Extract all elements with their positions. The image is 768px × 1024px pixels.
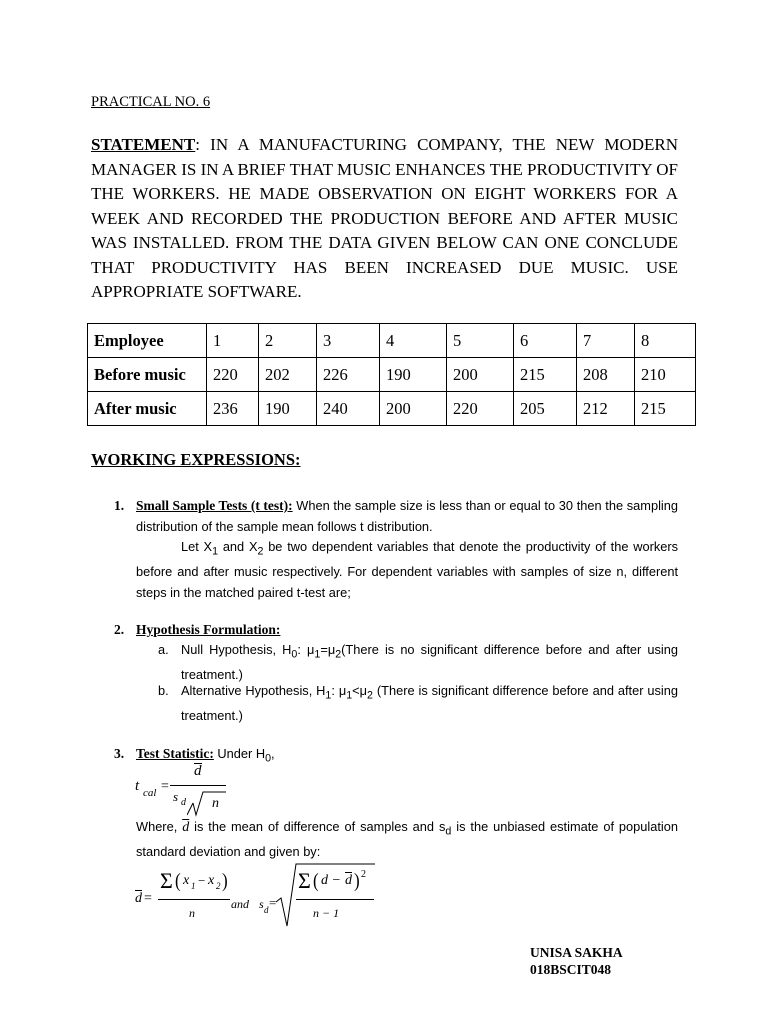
math-paren: ( [175,869,181,892]
statement-text: : IN A MANUFACTURING COMPANY, THE NEW MODERN MANAGER IS IN A BRIEF THAT MUSIC ENHANCES THE PRODUCTIVITY OF THE WORKERS. HE MADE OBSERVATION ON EIGHT WORKERS FOR A WEEK AND RECORDED THE PRODUCTION BEFORE AND AFTER MUSIC WAS INSTALLED. FROM THE DATA GIVEN BELOW CAN ONE CONCLUDE THAT PRODUCTIVITY HAS BEEN INCREASED DUE MUSIC. USE APPROPRIATE SOFTWARE. [91,135,678,301]
math-sub: 1 [191,881,196,891]
math-sigma: Σ [160,868,173,893]
item-hypothesis-formulation [114,620,679,724]
subscript: 2 [367,689,373,702]
math-sub: 2 [216,881,221,891]
table-cell: 190 [259,392,317,426]
math-t: t [135,778,140,794]
table-cell: 240 [317,392,380,426]
table-row-label: Before music [88,358,207,392]
null-hypothesis [158,640,679,686]
hyp-text: (There is no significant difference before and after using treatment.) [181,642,679,683]
dbar-sd-formula [135,862,385,932]
math-minus: − [198,873,206,888]
author-name: UNISA SAKHA [530,945,623,960]
item3-text: , [271,746,275,761]
hyp-text: <μ [352,683,368,698]
math-dbar: $\overline{d}$ [345,873,352,888]
math-and: and [231,897,249,911]
where-text: is the unbiased estimate of population standard deviation and given by: [136,819,678,860]
table-cell: 210 [635,358,696,392]
table-cell: 215 [514,358,577,392]
fraction-bar [170,785,226,786]
math-dbar: d [194,763,202,779]
math-d-minus: d − [321,873,341,888]
subscript: 1 [314,648,321,661]
math-n: n [189,906,195,920]
table-row [88,324,696,358]
math-eq: = [269,895,277,910]
math-sub: d [181,797,186,808]
data-table [87,323,696,426]
table-row [88,358,696,392]
table-cell: 7 [577,324,635,358]
subscript: 2 [257,545,264,558]
item1-para1 [136,496,678,537]
hyp-text: : μ [297,642,315,657]
item-number: 3. [114,746,125,761]
item1-text: be two dependent variables that denote the productivity of the workers before and after music respectively. For dependent variables with samples of size n, different steps in the matched paired t-test are; [136,539,679,600]
table-cell: 3 [317,324,380,358]
subscript: 0 [291,648,298,661]
sub-letter: b. [158,683,169,698]
table-row-label: After music [88,392,207,426]
subscript: 1 [346,689,353,702]
alternative-hypothesis [158,681,679,727]
math-s: s [173,789,179,804]
item1-title: Small Sample Tests (t test): [136,498,293,513]
statement-label: STATEMENT [91,135,196,154]
subscript: 1 [325,689,332,702]
table-cell: 236 [207,392,259,426]
item2-title: Hypothesis Formulation: [136,622,281,637]
table-cell: 220 [447,392,514,426]
table-row-label: Employee [88,324,207,358]
item-number: 2. [114,622,125,637]
math-sub: d [264,905,269,915]
math-s: s [259,897,264,911]
hyp-text: (There is significant difference before and after using treatment.) [181,683,679,724]
sub-letter: a. [158,642,169,657]
table-cell: 5 [447,324,514,358]
fraction-bar [296,899,374,900]
math-paren: ) [354,869,360,892]
math-n: n [212,796,219,811]
item1-text: and X [218,539,258,554]
sqrt-sign-icon [187,789,227,817]
table-cell: 220 [207,358,259,392]
item1-text1: When the sample size is less than or equal to 30 then the sampling distribution of the sample mean follows t distribution. [136,498,678,534]
item3-text: Under H [213,746,266,761]
item1-para2 [136,537,678,603]
table-cell: 200 [447,358,514,392]
math-dbar: $\overline{d}$ [135,891,142,906]
hyp-text: : μ [331,683,347,698]
table-cell: 2 [259,324,317,358]
math-sigma: Σ [298,868,311,893]
table-cell: 4 [380,324,447,358]
table-cell: 208 [577,358,635,392]
item3-title: Test Statistic: [136,746,214,761]
math-x: x [208,873,215,888]
author-id: 018BSCIT048 [530,962,612,977]
fraction-bar [158,899,230,900]
where-text: Where, [136,819,183,834]
practical-title: PRACTICAL NO. 6 [91,94,211,110]
item1-text: Let X [181,539,213,554]
tcal-formula [135,762,245,820]
table-cell: 212 [577,392,635,426]
signature-block [530,944,623,978]
where-paragraph [136,817,678,863]
math-paren: ) [222,869,228,892]
table-cell: 205 [514,392,577,426]
working-expressions-heading: WORKING EXPRESSIONS: [91,450,301,469]
math-paren: ( [313,869,319,892]
hyp-text: =μ [320,642,336,657]
table-cell: 1 [207,324,259,358]
where-text: is the mean of difference of samples and s [189,819,446,834]
table-row [88,392,696,426]
table-cell: 190 [380,358,447,392]
table-cell: 215 [635,392,696,426]
math-sup: 2 [361,869,366,880]
subscript: 0 [265,752,272,765]
hyp-text: Null Hypothesis, H [181,642,292,657]
table-cell: 200 [380,392,447,426]
math-sub: cal [143,787,157,799]
table-cell: 226 [317,358,380,392]
table-cell: 202 [259,358,317,392]
subscript: 1 [212,545,219,558]
math-n-minus-1: n − 1 [313,906,340,920]
table-cell: 8 [635,324,696,358]
table-cell: 6 [514,324,577,358]
math-eq: = [144,891,152,906]
math-x: x [183,873,190,888]
subscript: d [445,825,452,838]
item-number: 1. [114,498,125,513]
hyp-text: Alternative Hypothesis, H [181,683,326,698]
item-small-sample-tests [114,496,679,603]
math-dbar: $\overline{d}$ [182,820,190,835]
math-eq: = [161,779,169,794]
statement-paragraph [91,133,678,305]
subscript: 2 [335,648,342,661]
